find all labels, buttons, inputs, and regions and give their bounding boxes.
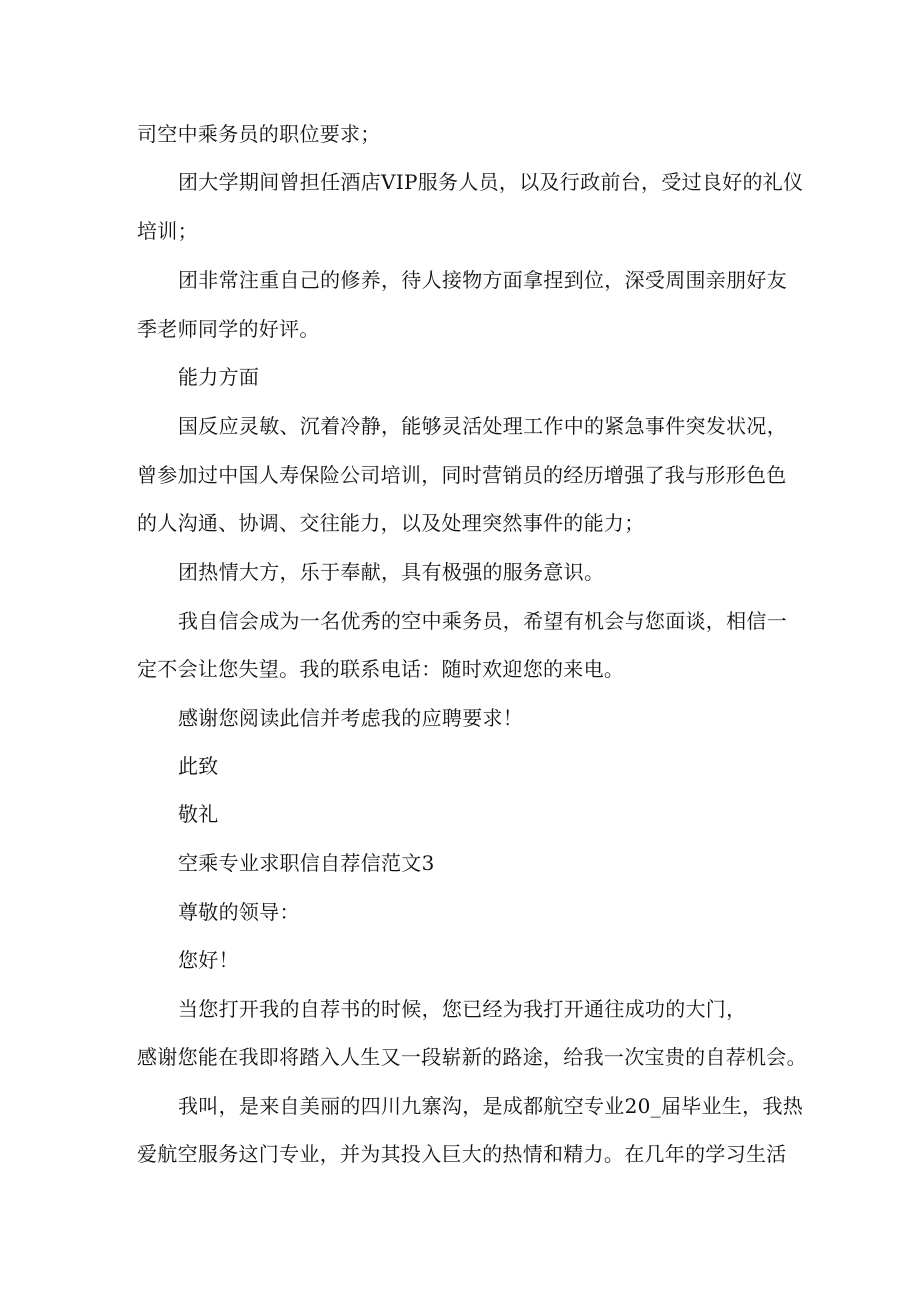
text-line: 团非常注重自己的修养，待人接物方面拿捏到位，深受周围亲朋好友 xyxy=(178,268,787,292)
text-line: 司空中乘务员的职位要求； xyxy=(137,122,381,146)
text-line: 我自信会成为一名优秀的空中乘务员，希望有机会与您面谈，相信一 xyxy=(178,609,787,633)
text-line: 定不会让您失望。我的联系电话：随时欢迎您的来电。 xyxy=(137,657,625,681)
closing-line: 此致 xyxy=(178,754,219,778)
text-line: 培训； xyxy=(137,219,198,243)
section-title: 空乘专业求职信自荐信范文3 xyxy=(178,851,435,875)
text-line: 感谢您阅读此信并考虑我的应聘要求！ xyxy=(178,706,524,730)
closing-line: 敬礼 xyxy=(178,802,219,826)
text-line: 国反应灵敏、沉着冷静，能够灵活处理工作中的紧急事件突发状况， xyxy=(178,414,787,438)
text-line: 我叫，是来自美丽的四川九寨沟，是成都航空专业20_届毕业生，我热 xyxy=(178,1094,804,1118)
text-line: 季老师同学的好评。 xyxy=(137,317,320,341)
salutation: 尊敬的领导： xyxy=(178,900,300,924)
greeting: 您好！ xyxy=(178,948,239,972)
text-line: 当您打开我的自荐书的时候，您已经为我打开通往成功的大门， xyxy=(178,997,747,1021)
text-line: 团热情大方，乐于奉献，具有极强的服务意识。 xyxy=(178,560,605,584)
section-heading: 能力方面 xyxy=(178,365,260,389)
text-line: 曾参加过中国人寿保险公司培训，同时营销员的经历增强了我与形形色色 xyxy=(137,463,787,487)
text-line: 团大学期间曾担任酒店VIP服务人员，以及行政前台，受过良好的礼仪 xyxy=(178,170,804,194)
text-line: 的人沟通、协调、交往能力，以及处理突然事件的能力； xyxy=(137,511,645,535)
text-line: 感谢您能在我即将踏入人生又一段崭新的路途，给我一次宝贵的自荐机会。 xyxy=(137,1045,807,1069)
text-line: 爱航空服务这门专业，并为其投入巨大的热情和精力。在几年的学习生活 xyxy=(137,1142,787,1166)
